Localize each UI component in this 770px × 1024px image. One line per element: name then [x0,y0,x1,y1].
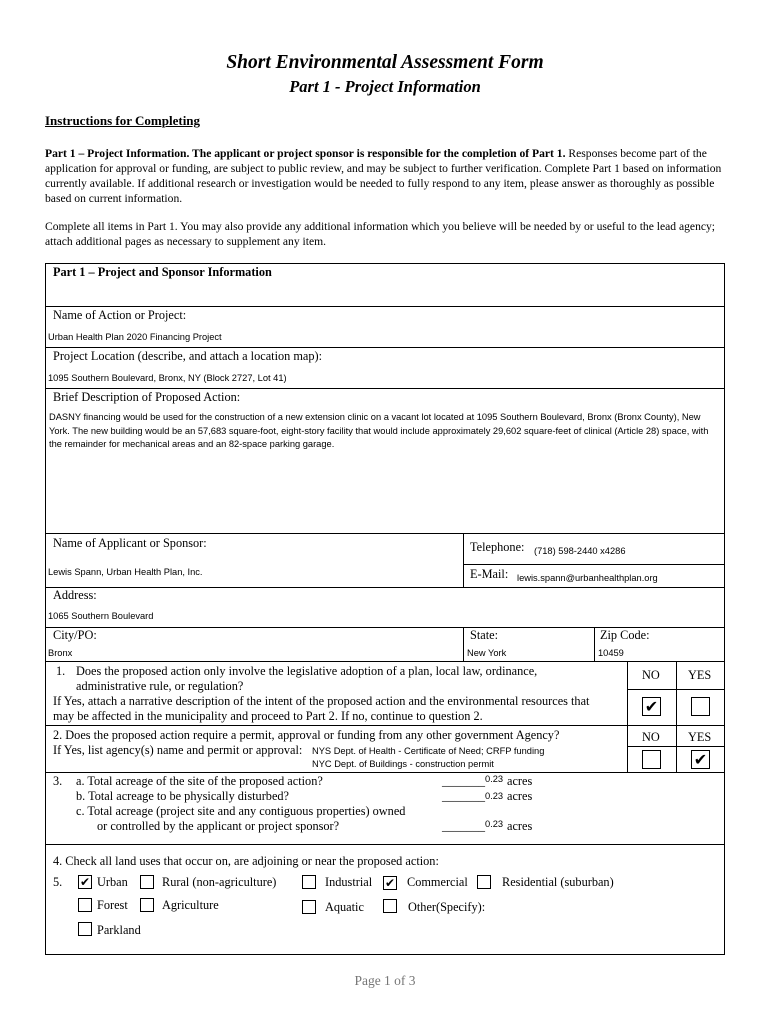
q3-c-label-2: or controlled by the applicant or project sponsor? [97,819,340,833]
instructions-heading: Instructions for Completing [45,113,201,128]
parkland-label: Parkland [97,923,141,937]
q3-c-field[interactable]: 0.23 [485,819,504,829]
q1-yes-label: YES [688,668,712,682]
applicant-field[interactable]: Lewis Spann, Urban Health Plan, Inc. [48,567,203,577]
q2-yes-checkbox[interactable]: ✔ [691,750,710,769]
rural-label: Rural (non-agriculture) [162,875,277,889]
state-field[interactable]: New York [467,648,507,658]
parkland-checkbox[interactable] [78,922,92,936]
applicant-label: Name of Applicant or Sponsor: [53,536,207,550]
project-location-field[interactable]: 1095 Southern Boulevard, Bronx, NY (Block 2727, Lot 41) [48,373,287,383]
form-title: Short Environmental Assessment Form [226,52,544,73]
q3-a-blank: _______ [442,774,486,788]
section-title: Part 1 – Project and Sponsor Information [53,265,272,279]
email-label: E-Mail: [470,567,509,581]
commercial-checkbox[interactable]: ✔ [384,876,396,890]
q1-yes-checkbox[interactable] [691,697,710,716]
q1-line2: administrative rule, or regulation? [76,679,244,693]
q1-line3: If Yes, attach a narrative description of the intent of the proposed action and the environmental resources that [53,694,590,708]
q2-no-checkbox[interactable] [642,750,661,769]
description-field[interactable]: DASNY financing would be used for the construction of a new extension clinic on a vacant lot located at 1095 Southern Boulevard, Bronx (Bronx County), New York. The new building would be an 57,683 square-foot, eight-story facility that would include approximately 29,602 square-feet of clinical (Article 28) space, with the remainder for mechanical areas and an 82-space parking garage. [49,412,709,449]
agriculture-checkbox[interactable] [140,898,154,912]
instructions-p1-bold: Part 1 – Project Information. The applicant or project sponsor is responsible for the completion of Part 1. [45,147,566,160]
q3-b-field[interactable]: 0.23 [485,791,504,801]
urban-label: Urban [97,875,128,889]
q3-c-unit: acres [507,819,533,833]
commercial-label: Commercial [407,875,468,889]
q2-agency-1[interactable]: NYS Dept. of Health - Certificate of Need; CRFP funding [312,746,545,756]
other-label: Other(Specify): [408,900,486,914]
industrial-label: Industrial [325,875,373,889]
instructions-p1-rest: Responses become part of the application for approval or funding, are subject to public review, and may be subject to further verification. Complete Part 1 based on information currently available. If additional research or investigation would be needed to fully respond to any item, please answer as thoroughly as possible based on current information. [45,147,722,205]
residential-label: Residential (suburban) [502,875,614,889]
telephone-label: Telephone: [470,540,525,554]
q2-yes-label: YES [688,730,712,744]
project-name-field[interactable]: Urban Health Plan 2020 Financing Project [48,332,222,342]
project-name-label: Name of Action or Project: [53,308,187,322]
zip-field[interactable]: 10459 [598,648,624,658]
urban-checkbox[interactable]: ✔ [79,875,91,889]
aquatic-label: Aquatic [325,900,364,914]
industrial-checkbox[interactable] [302,875,316,889]
project-location-label: Project Location (describe, and attach a location map): [53,349,323,363]
q2-agency-2[interactable]: NYC Dept. of Buildings - construction permit [312,759,494,769]
state-label: State: [470,628,499,642]
q3-b-label: b. Total acreage to be physically disturbed? [76,789,290,803]
form-box [45,263,725,955]
forest-checkbox[interactable] [78,898,92,912]
email-field[interactable]: lewis.spann@urbanhealthplan.org [517,573,658,583]
q3-a-field[interactable]: 0.23 [485,774,504,784]
q1-no-label: NO [642,668,660,682]
q4-text: 4. Check all land uses that occur on, are adjoining or near the proposed action: [53,854,439,868]
other-checkbox[interactable] [383,899,397,913]
instructions-paragraph-2: Complete all items in Part 1. You may also provide any additional information which you believe will be needed by or useful to the lead agency; attach additional pages as necessary to supplement any item. [45,220,716,248]
q3-b-blank: _______ [442,789,486,803]
description-label: Brief Description of Proposed Action: [53,390,241,404]
q3-a-label: a. Total acreage of the site of the proposed action? [76,774,323,788]
q1-no-checkbox[interactable]: ✔ [642,697,661,716]
city-field[interactable]: Bronx [48,648,73,658]
q3-c-blank: _______ [442,819,486,833]
rural-checkbox[interactable] [140,875,154,889]
q1-line4: may be affected in the municipality and proceed to Part 2. If no, continue to question 2. [53,709,483,723]
aquatic-checkbox[interactable] [302,900,316,914]
page-number: Page 1 of 3 [354,973,416,988]
q5-number: 5. [53,875,63,889]
q2-line1: 2. Does the proposed action require a permit, approval or funding from any other government Agency? [53,728,560,742]
q1-line1: Does the proposed action only involve the legislative adoption of a plan, local law, ordinance, [76,664,538,678]
residential-checkbox[interactable] [477,875,491,889]
telephone-field[interactable]: (718) 598-2440 x4286 [534,546,626,556]
q3-c-label-1: c. Total acreage (project site and any contiguous properties) owned [76,804,406,818]
q3-a-unit: acres [507,774,533,788]
q1-number: 1. [56,664,66,678]
q3-number: 3. [53,774,63,788]
q2-line2: If Yes, list agency(s) name and permit or approval: [53,743,303,757]
city-label: City/PO: [53,628,97,642]
instructions-paragraph-1 [45,146,725,206]
q3-b-unit: acres [507,789,533,803]
form-subtitle: Part 1 - Project Information [289,77,481,96]
agriculture-label: Agriculture [162,898,219,912]
q2-no-label: NO [642,730,660,744]
address-field[interactable]: 1065 Southern Boulevard [48,611,154,621]
forest-label: Forest [97,898,128,912]
zip-label: Zip Code: [600,628,650,642]
address-label: Address: [53,588,97,602]
